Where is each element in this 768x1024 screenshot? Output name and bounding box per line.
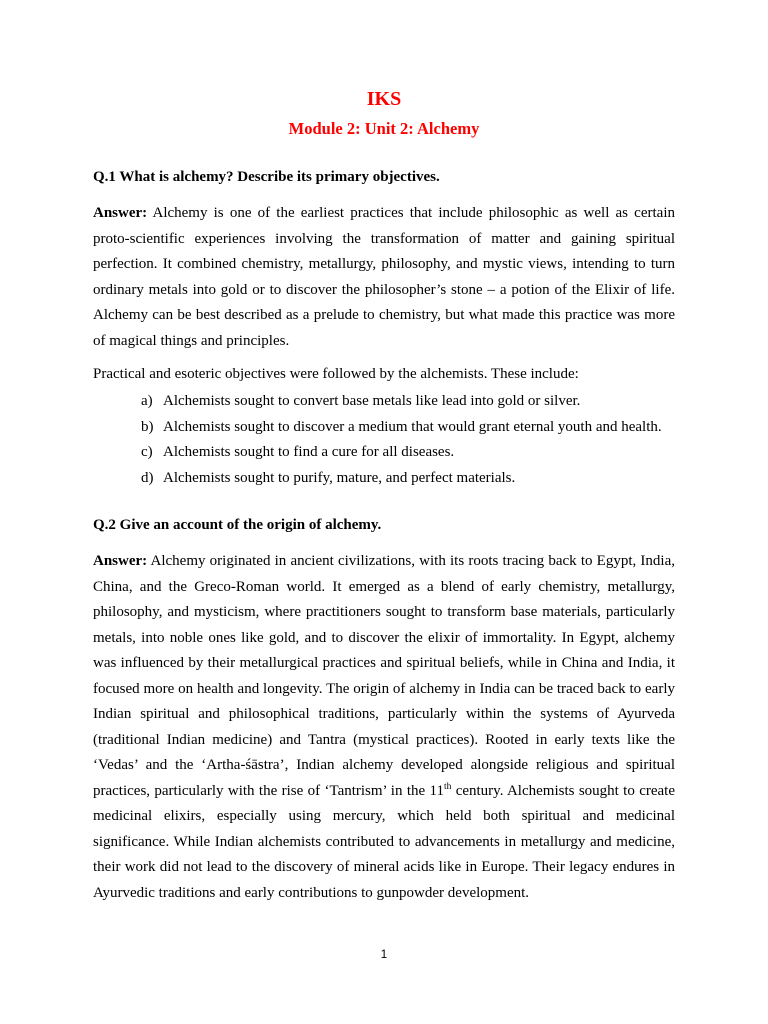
list-item	[93, 466, 675, 492]
list-item-text: Alchemists sought to discover a medium that would grant eternal youth and health.	[163, 418, 662, 435]
list-item-text: Alchemists sought to convert base metals like lead into gold or silver.	[163, 393, 581, 409]
list-marker: d)	[141, 469, 154, 486]
page-number: 1	[380, 949, 388, 961]
answer-text-continued: century. Alchemists sought to create medicinal elixirs, especially using mercury, which held both spiritual and medicinal significance. While Indian alchemists contributed to advancements in metallurgy and medicine, their work did not lead to the discovery of mineral acids like in Europe. Their legacy endures in Ayurvedic traditions and early contributions to gunpowder development.	[93, 782, 676, 901]
answer-label: Answer:	[93, 205, 148, 221]
list-marker: c)	[141, 444, 153, 460]
objectives-list	[93, 389, 675, 491]
list-item	[93, 415, 675, 441]
objectives-intro: Practical and esoteric objectives were followed by the alchemists. These include:	[93, 366, 579, 382]
question-1-answer	[93, 201, 675, 354]
ordinal-superscript: th	[443, 781, 452, 792]
question-2-heading: Q.2 Give an account of the origin of alchemy.	[93, 517, 382, 533]
answer-text: Alchemy originated in ancient civilizations, with its roots tracing back to Egypt, India, China, and the Greco-Roman world. It emerged as a blend of early chemistry, metallurgy, philosophy, and mysticism, where practitioners sought to transform base materials, particularly metals, into noble ones like gold, and to discover the elixir of immortality. In Egypt, alchemy was influenced by their metallurgical practices and spiritual beliefs, while in China and India, it focused more on health and longevity. The origin of alchemy in India can be traced back to early Indian spiritual and philosophical traditions, particularly within the systems of Ayurveda (traditional Indian medicine) and Tantra (mystical practices). Rooted in early texts like the ‘Vedas’ and the ‘Artha-śāstra’, Indian alchemy developed alongside religious and spiritual practices, particularly with the rise of ‘Tantrism’ in the 11	[93, 553, 675, 799]
list-marker: a)	[141, 393, 153, 409]
list-item	[93, 389, 675, 415]
document-subtitle: Module 2: Unit 2: Alchemy	[288, 119, 480, 138]
list-item-text: Alchemists sought to purify, mature, and perfect materials.	[163, 469, 516, 486]
answer-text: Alchemy is one of the earliest practices that include philosophic as well as certain proto-scientific experiences involving the transformation of matter and gaining spiritual perfection. It combined chemistry, metallurgy, philosophy, and mystic views, intending to turn ordinary metals into gold or to discover the philosopher’s stone – a potion of the Elixir of life. Alchemy can be best described as a prelude to chemistry, but what made this practice was more of magical things and principles.	[93, 205, 675, 349]
question-2-answer	[93, 549, 675, 906]
question-1-heading: Q.1 What is alchemy? Describe its primary objectives.	[93, 169, 440, 185]
document-title: IKS	[366, 88, 402, 110]
list-item	[93, 440, 675, 466]
answer-label: Answer:	[93, 553, 148, 569]
list-marker: b)	[141, 418, 154, 435]
list-item-text: Alchemists sought to find a cure for all diseases.	[163, 444, 455, 460]
document-body	[93, 166, 675, 906]
